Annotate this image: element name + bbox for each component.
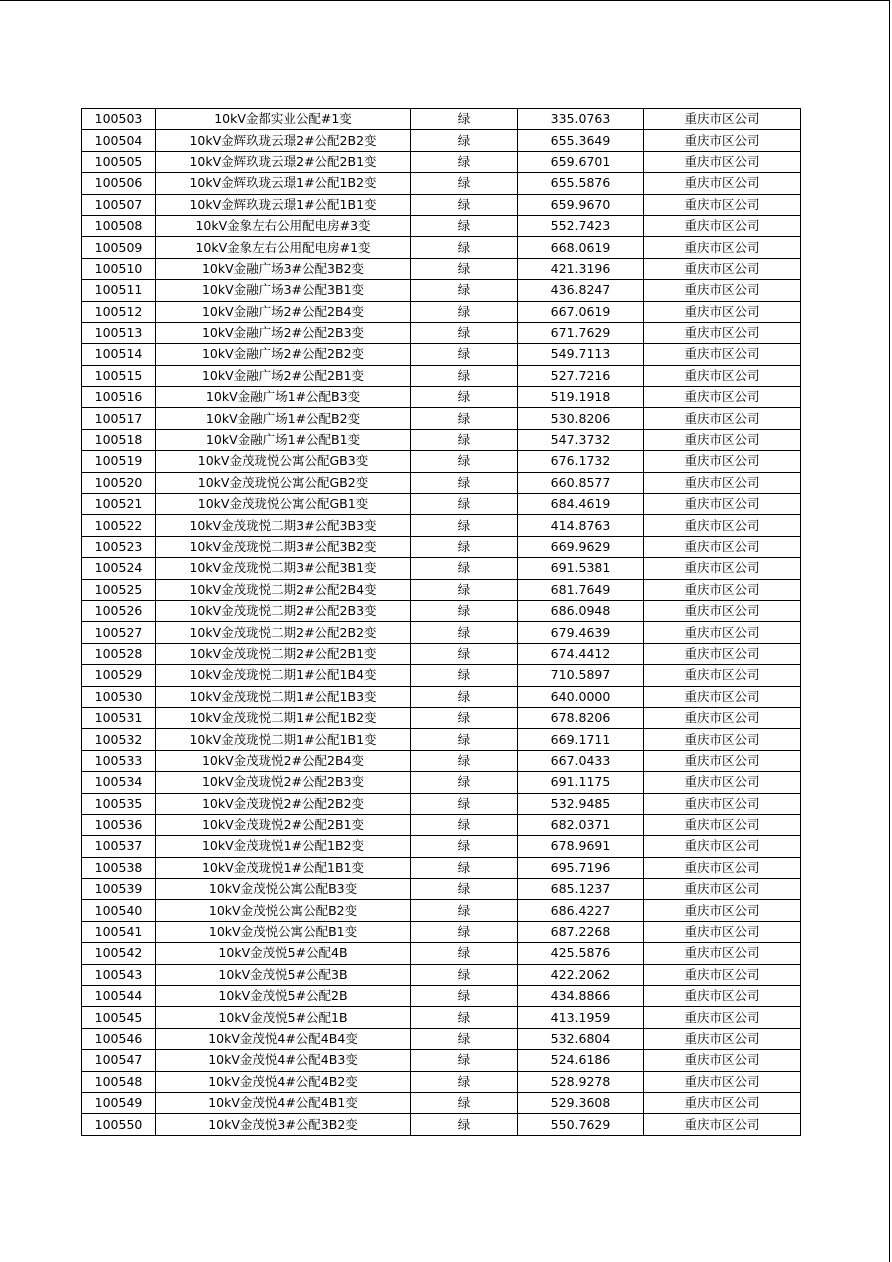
value-cell: 414.8763 (518, 515, 644, 536)
status-color-cell: 绿 (411, 258, 518, 279)
company-cell: 重庆市区公司 (644, 943, 801, 964)
value-cell: 671.7629 (518, 322, 644, 343)
status-color-cell: 绿 (411, 793, 518, 814)
value-cell: 422.2062 (518, 964, 644, 985)
transformer-name-cell: 10kV金融广场2#公配2B3变 (156, 322, 411, 343)
transformer-name-cell: 10kV金融广场3#公配3B1变 (156, 280, 411, 301)
status-color-cell: 绿 (411, 964, 518, 985)
value-cell: 549.7113 (518, 344, 644, 365)
value-cell: 695.7196 (518, 857, 644, 878)
company-cell: 重庆市区公司 (644, 836, 801, 857)
row-id-cell: 100530 (82, 686, 156, 707)
value-cell: 668.0619 (518, 237, 644, 258)
table-row (82, 451, 801, 472)
value-cell: 684.4619 (518, 494, 644, 515)
transformer-name-cell: 10kV金茂悦公寓公配B3变 (156, 879, 411, 900)
value-cell: 674.4412 (518, 643, 644, 664)
company-cell: 重庆市区公司 (644, 750, 801, 771)
company-cell: 重庆市区公司 (644, 344, 801, 365)
value-cell: 550.7629 (518, 1114, 644, 1135)
status-color-cell: 绿 (411, 600, 518, 621)
transformer-name-cell: 10kV金茂珑悦二期2#公配2B2变 (156, 622, 411, 643)
transformer-name-cell: 10kV金融广场1#公配B3变 (156, 387, 411, 408)
row-id-cell: 100507 (82, 194, 156, 215)
value-cell: 655.5876 (518, 173, 644, 194)
status-color-cell: 绿 (411, 1028, 518, 1049)
status-color-cell: 绿 (411, 1050, 518, 1071)
status-color-cell: 绿 (411, 707, 518, 728)
table-row (82, 986, 801, 1007)
value-cell: 640.0000 (518, 686, 644, 707)
status-color-cell: 绿 (411, 836, 518, 857)
transformer-name-cell: 10kV金融广场2#公配2B2变 (156, 344, 411, 365)
company-cell: 重庆市区公司 (644, 622, 801, 643)
row-id-cell: 100535 (82, 793, 156, 814)
transformer-name-cell: 10kV金茂悦5#公配2B (156, 986, 411, 1007)
table-row (82, 258, 801, 279)
transformer-name-cell: 10kV金茂珑悦2#公配2B2变 (156, 793, 411, 814)
status-color-cell: 绿 (411, 729, 518, 750)
status-color-cell: 绿 (411, 622, 518, 643)
status-color-cell: 绿 (411, 365, 518, 386)
company-cell: 重庆市区公司 (644, 921, 801, 942)
row-id-cell: 100503 (82, 109, 156, 130)
row-id-cell: 100516 (82, 387, 156, 408)
transformer-name-cell: 10kV金融广场2#公配2B4变 (156, 301, 411, 322)
status-color-cell: 绿 (411, 857, 518, 878)
transformer-name-cell: 10kV金茂悦4#公配4B1变 (156, 1092, 411, 1113)
company-cell: 重庆市区公司 (644, 515, 801, 536)
company-cell: 重庆市区公司 (644, 686, 801, 707)
status-color-cell: 绿 (411, 408, 518, 429)
company-cell: 重庆市区公司 (644, 429, 801, 450)
transformer-name-cell: 10kV金茂珑悦二期2#公配2B3变 (156, 600, 411, 621)
transformer-name-cell: 10kV金融广场2#公配2B1变 (156, 365, 411, 386)
row-id-cell: 100550 (82, 1114, 156, 1135)
row-id-cell: 100549 (82, 1092, 156, 1113)
company-cell: 重庆市区公司 (644, 1092, 801, 1113)
transformer-name-cell: 10kV金辉玖珑云璟1#公配1B1变 (156, 194, 411, 215)
status-color-cell: 绿 (411, 986, 518, 1007)
value-cell: 687.2268 (518, 921, 644, 942)
status-color-cell: 绿 (411, 1071, 518, 1092)
company-cell: 重庆市区公司 (644, 109, 801, 130)
transformer-name-cell: 10kV金融广场1#公配B2变 (156, 408, 411, 429)
table-row (82, 900, 801, 921)
company-cell: 重庆市区公司 (644, 408, 801, 429)
table-row (82, 921, 801, 942)
company-cell: 重庆市区公司 (644, 793, 801, 814)
value-cell: 667.0619 (518, 301, 644, 322)
table-row (82, 793, 801, 814)
table-row (82, 130, 801, 151)
status-color-cell: 绿 (411, 879, 518, 900)
company-cell: 重庆市区公司 (644, 1071, 801, 1092)
transformer-name-cell: 10kV金辉玖珑云璟1#公配1B2变 (156, 173, 411, 194)
status-color-cell: 绿 (411, 151, 518, 172)
table-row (82, 173, 801, 194)
status-color-cell: 绿 (411, 921, 518, 942)
company-cell: 重庆市区公司 (644, 237, 801, 258)
row-id-cell: 100514 (82, 344, 156, 365)
value-cell: 679.4639 (518, 622, 644, 643)
transformer-name-cell: 10kV金辉玖珑云璟2#公配2B1变 (156, 151, 411, 172)
company-cell: 重庆市区公司 (644, 857, 801, 878)
status-color-cell: 绿 (411, 194, 518, 215)
value-cell: 530.8206 (518, 408, 644, 429)
table-row (82, 1007, 801, 1028)
row-id-cell: 100541 (82, 921, 156, 942)
row-id-cell: 100517 (82, 408, 156, 429)
value-cell: 669.9629 (518, 536, 644, 557)
transformer-name-cell: 10kV金茂悦3#公配3B2变 (156, 1114, 411, 1135)
company-cell: 重庆市区公司 (644, 879, 801, 900)
value-cell: 681.7649 (518, 579, 644, 600)
row-id-cell: 100522 (82, 515, 156, 536)
value-cell: 436.8247 (518, 280, 644, 301)
value-cell: 547.3732 (518, 429, 644, 450)
row-id-cell: 100544 (82, 986, 156, 1007)
table-row (82, 322, 801, 343)
value-cell: 655.3649 (518, 130, 644, 151)
table-row (82, 814, 801, 835)
table-row (82, 943, 801, 964)
transformer-name-cell: 10kV金茂悦4#公配4B2变 (156, 1071, 411, 1092)
row-id-cell: 100513 (82, 322, 156, 343)
status-color-cell: 绿 (411, 109, 518, 130)
transformer-name-cell: 10kV金都实业公配#1变 (156, 109, 411, 130)
status-color-cell: 绿 (411, 579, 518, 600)
status-color-cell: 绿 (411, 665, 518, 686)
table-row (82, 836, 801, 857)
transformer-name-cell: 10kV金象左右公用配电房#3变 (156, 215, 411, 236)
table-row (82, 472, 801, 493)
row-id-cell: 100546 (82, 1028, 156, 1049)
transformer-name-cell: 10kV金茂珑悦二期2#公配2B4变 (156, 579, 411, 600)
transformer-name-cell: 10kV金茂珑悦1#公配1B1变 (156, 857, 411, 878)
transformer-name-cell: 10kV金茂珑悦1#公配1B2变 (156, 836, 411, 857)
company-cell: 重庆市区公司 (644, 472, 801, 493)
transformer-name-cell: 10kV金茂珑悦二期1#公配1B3变 (156, 686, 411, 707)
transformer-name-cell: 10kV金辉玖珑云璟2#公配2B2变 (156, 130, 411, 151)
status-color-cell: 绿 (411, 536, 518, 557)
row-id-cell: 100529 (82, 665, 156, 686)
table-row (82, 643, 801, 664)
company-cell: 重庆市区公司 (644, 451, 801, 472)
value-cell: 421.3196 (518, 258, 644, 279)
value-cell: 667.0433 (518, 750, 644, 771)
transformer-name-cell: 10kV金茂珑悦二期1#公配1B4变 (156, 665, 411, 686)
row-id-cell: 100536 (82, 814, 156, 835)
company-cell: 重庆市区公司 (644, 600, 801, 621)
value-cell: 528.9278 (518, 1071, 644, 1092)
table-row (82, 109, 801, 130)
transformer-name-cell: 10kV金象左右公用配电房#1变 (156, 237, 411, 258)
table-body (82, 109, 801, 1136)
table-row (82, 365, 801, 386)
value-cell: 659.9670 (518, 194, 644, 215)
status-color-cell: 绿 (411, 1007, 518, 1028)
table-row (82, 536, 801, 557)
transformer-name-cell: 10kV金茂珑悦二期3#公配3B1变 (156, 558, 411, 579)
status-color-cell: 绿 (411, 772, 518, 793)
row-id-cell: 100511 (82, 280, 156, 301)
transformer-name-cell: 10kV金茂珑悦二期1#公配1B2变 (156, 707, 411, 728)
status-color-cell: 绿 (411, 494, 518, 515)
status-color-cell: 绿 (411, 344, 518, 365)
company-cell: 重庆市区公司 (644, 986, 801, 1007)
value-cell: 659.6701 (518, 151, 644, 172)
company-cell: 重庆市区公司 (644, 643, 801, 664)
row-id-cell: 100547 (82, 1050, 156, 1071)
transformer-name-cell: 10kV金茂悦公寓公配B2变 (156, 900, 411, 921)
status-color-cell: 绿 (411, 387, 518, 408)
company-cell: 重庆市区公司 (644, 1114, 801, 1135)
value-cell: 552.7423 (518, 215, 644, 236)
row-id-cell: 100526 (82, 600, 156, 621)
table-row (82, 1092, 801, 1113)
row-id-cell: 100540 (82, 900, 156, 921)
value-cell: 413.1959 (518, 1007, 644, 1028)
row-id-cell: 100518 (82, 429, 156, 450)
status-color-cell: 绿 (411, 472, 518, 493)
row-id-cell: 100548 (82, 1071, 156, 1092)
table-row (82, 558, 801, 579)
value-cell: 710.5897 (518, 665, 644, 686)
row-id-cell: 100528 (82, 643, 156, 664)
table-row (82, 600, 801, 621)
value-cell: 676.1732 (518, 451, 644, 472)
table-row (82, 408, 801, 429)
table-row (82, 1050, 801, 1071)
row-id-cell: 100515 (82, 365, 156, 386)
status-color-cell: 绿 (411, 814, 518, 835)
company-cell: 重庆市区公司 (644, 1050, 801, 1071)
transformer-name-cell: 10kV金茂珑悦2#公配2B1变 (156, 814, 411, 835)
value-cell: 691.1175 (518, 772, 644, 793)
value-cell: 519.1918 (518, 387, 644, 408)
status-color-cell: 绿 (411, 1114, 518, 1135)
row-id-cell: 100525 (82, 579, 156, 600)
value-cell: 686.4227 (518, 900, 644, 921)
company-cell: 重庆市区公司 (644, 173, 801, 194)
company-cell: 重庆市区公司 (644, 151, 801, 172)
company-cell: 重庆市区公司 (644, 772, 801, 793)
table-row (82, 1114, 801, 1135)
company-cell: 重庆市区公司 (644, 280, 801, 301)
value-cell: 524.6186 (518, 1050, 644, 1071)
status-color-cell: 绿 (411, 943, 518, 964)
company-cell: 重庆市区公司 (644, 1028, 801, 1049)
status-color-cell: 绿 (411, 322, 518, 343)
value-cell: 532.6804 (518, 1028, 644, 1049)
value-cell: 678.9691 (518, 836, 644, 857)
row-id-cell: 100505 (82, 151, 156, 172)
row-id-cell: 100524 (82, 558, 156, 579)
company-cell: 重庆市区公司 (644, 536, 801, 557)
row-id-cell: 100531 (82, 707, 156, 728)
table-row (82, 1071, 801, 1092)
status-color-cell: 绿 (411, 301, 518, 322)
value-cell: 532.9485 (518, 793, 644, 814)
table-row (82, 665, 801, 686)
status-color-cell: 绿 (411, 750, 518, 771)
table-row (82, 344, 801, 365)
transformer-name-cell: 10kV金茂珑悦公寓公配GB1变 (156, 494, 411, 515)
table-row (82, 729, 801, 750)
value-cell: 529.3608 (518, 1092, 644, 1113)
value-cell: 669.1711 (518, 729, 644, 750)
company-cell: 重庆市区公司 (644, 729, 801, 750)
table-row (82, 579, 801, 600)
value-cell: 425.5876 (518, 943, 644, 964)
transformer-name-cell: 10kV金茂珑悦公寓公配GB2变 (156, 472, 411, 493)
company-cell: 重庆市区公司 (644, 814, 801, 835)
value-cell: 678.8206 (518, 707, 644, 728)
transformer-name-cell: 10kV金茂珑悦二期1#公配1B1变 (156, 729, 411, 750)
table-row (82, 151, 801, 172)
row-id-cell: 100504 (82, 130, 156, 151)
company-cell: 重庆市区公司 (644, 707, 801, 728)
row-id-cell: 100521 (82, 494, 156, 515)
company-cell: 重庆市区公司 (644, 964, 801, 985)
table-row (82, 707, 801, 728)
transformer-name-cell: 10kV金茂珑悦二期3#公配3B3变 (156, 515, 411, 536)
transformer-name-cell: 10kV金融广场3#公配3B2变 (156, 258, 411, 279)
table-row (82, 515, 801, 536)
row-id-cell: 100520 (82, 472, 156, 493)
transformer-name-cell: 10kV金茂悦4#公配4B3变 (156, 1050, 411, 1071)
row-id-cell: 100537 (82, 836, 156, 857)
status-color-cell: 绿 (411, 237, 518, 258)
company-cell: 重庆市区公司 (644, 365, 801, 386)
row-id-cell: 100533 (82, 750, 156, 771)
status-color-cell: 绿 (411, 451, 518, 472)
table-row (82, 194, 801, 215)
status-color-cell: 绿 (411, 215, 518, 236)
company-cell: 重庆市区公司 (644, 387, 801, 408)
company-cell: 重庆市区公司 (644, 1007, 801, 1028)
row-id-cell: 100523 (82, 536, 156, 557)
row-id-cell: 100538 (82, 857, 156, 878)
table-row (82, 857, 801, 878)
transformer-name-cell: 10kV金茂悦5#公配4B (156, 943, 411, 964)
status-color-cell: 绿 (411, 173, 518, 194)
value-cell: 335.0763 (518, 109, 644, 130)
row-id-cell: 100508 (82, 215, 156, 236)
transformer-name-cell: 10kV金茂珑悦二期2#公配2B1变 (156, 643, 411, 664)
row-id-cell: 100539 (82, 879, 156, 900)
row-id-cell: 100510 (82, 258, 156, 279)
transformer-name-cell: 10kV金茂悦公寓公配B1变 (156, 921, 411, 942)
company-cell: 重庆市区公司 (644, 558, 801, 579)
row-id-cell: 100506 (82, 173, 156, 194)
row-id-cell: 100534 (82, 772, 156, 793)
value-cell: 660.8577 (518, 472, 644, 493)
table-row (82, 772, 801, 793)
table-row (82, 429, 801, 450)
table-row (82, 215, 801, 236)
row-id-cell: 100545 (82, 1007, 156, 1028)
transformer-name-cell: 10kV金茂珑悦2#公配2B3变 (156, 772, 411, 793)
status-color-cell: 绿 (411, 130, 518, 151)
status-color-cell: 绿 (411, 558, 518, 579)
transformer-name-cell: 10kV金茂珑悦2#公配2B4变 (156, 750, 411, 771)
transformer-name-cell: 10kV金茂悦5#公配3B (156, 964, 411, 985)
transformer-table (81, 108, 801, 1136)
value-cell: 682.0371 (518, 814, 644, 835)
table-row (82, 686, 801, 707)
row-id-cell: 100542 (82, 943, 156, 964)
row-id-cell: 100512 (82, 301, 156, 322)
company-cell: 重庆市区公司 (644, 194, 801, 215)
table-row (82, 879, 801, 900)
table-row (82, 964, 801, 985)
status-color-cell: 绿 (411, 643, 518, 664)
company-cell: 重庆市区公司 (644, 130, 801, 151)
row-id-cell: 100519 (82, 451, 156, 472)
table-row (82, 622, 801, 643)
company-cell: 重庆市区公司 (644, 301, 801, 322)
row-id-cell: 100543 (82, 964, 156, 985)
value-cell: 691.5381 (518, 558, 644, 579)
company-cell: 重庆市区公司 (644, 665, 801, 686)
row-id-cell: 100509 (82, 237, 156, 258)
company-cell: 重庆市区公司 (644, 900, 801, 921)
status-color-cell: 绿 (411, 1092, 518, 1113)
transformer-name-cell: 10kV金融广场1#公配B1变 (156, 429, 411, 450)
row-id-cell: 100532 (82, 729, 156, 750)
transformer-name-cell: 10kV金茂珑悦二期3#公配3B2变 (156, 536, 411, 557)
table-row (82, 301, 801, 322)
value-cell: 686.0948 (518, 600, 644, 621)
company-cell: 重庆市区公司 (644, 258, 801, 279)
company-cell: 重庆市区公司 (644, 215, 801, 236)
table-row (82, 494, 801, 515)
status-color-cell: 绿 (411, 280, 518, 301)
company-cell: 重庆市区公司 (644, 579, 801, 600)
company-cell: 重庆市区公司 (644, 494, 801, 515)
value-cell: 434.8866 (518, 986, 644, 1007)
table-row (82, 237, 801, 258)
table-row (82, 750, 801, 771)
status-color-cell: 绿 (411, 429, 518, 450)
transformer-name-cell: 10kV金茂珑悦公寓公配GB3变 (156, 451, 411, 472)
company-cell: 重庆市区公司 (644, 322, 801, 343)
status-color-cell: 绿 (411, 515, 518, 536)
status-color-cell: 绿 (411, 686, 518, 707)
transformer-name-cell: 10kV金茂悦5#公配1B (156, 1007, 411, 1028)
value-cell: 685.1237 (518, 879, 644, 900)
row-id-cell: 100527 (82, 622, 156, 643)
table-row (82, 1028, 801, 1049)
value-cell: 527.7216 (518, 365, 644, 386)
table-row (82, 280, 801, 301)
table-row (82, 387, 801, 408)
transformer-name-cell: 10kV金茂悦4#公配4B4变 (156, 1028, 411, 1049)
status-color-cell: 绿 (411, 900, 518, 921)
